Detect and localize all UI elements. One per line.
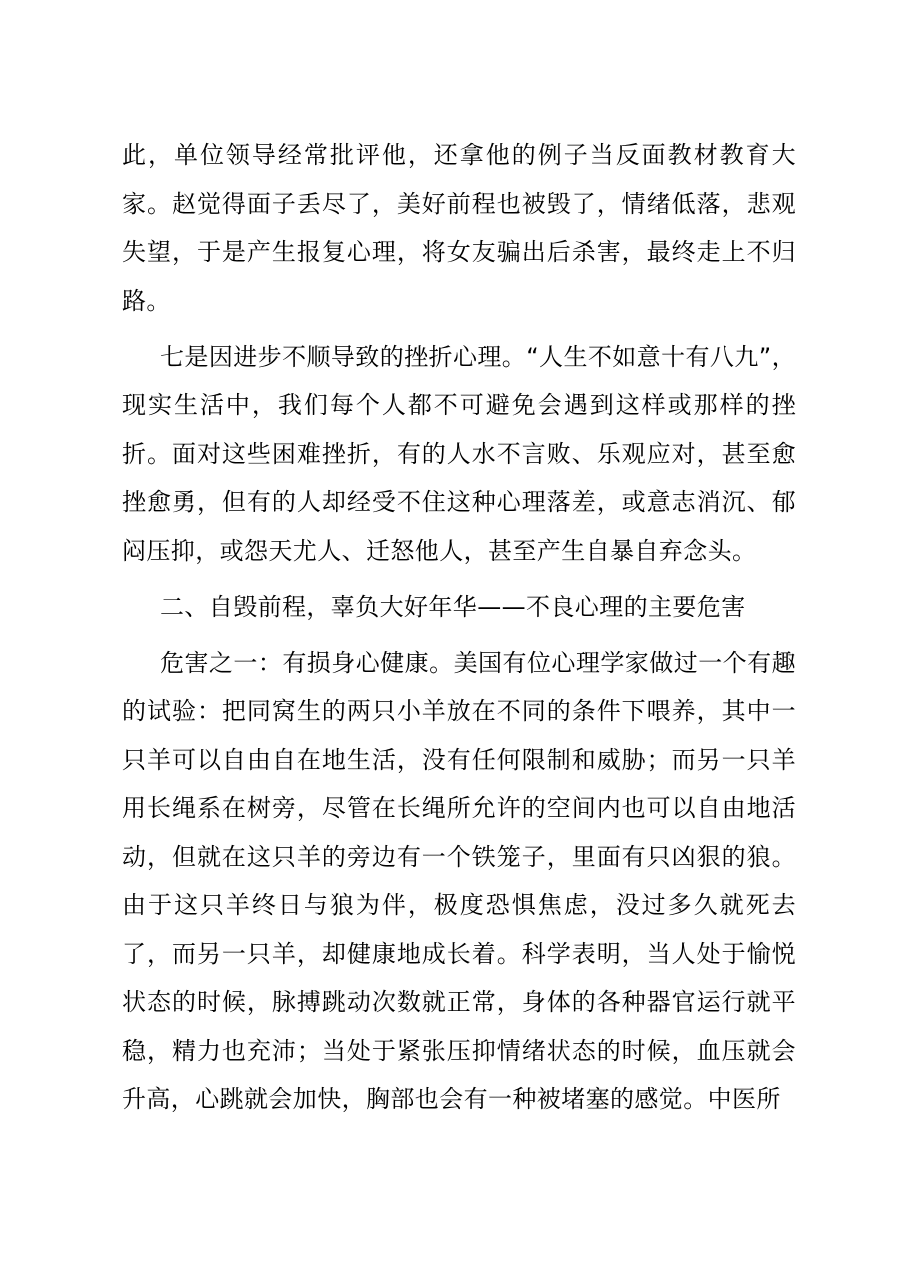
paragraph-continuation: 此，单位领导经常批评他，还拿他的例子当反面教材教育大家。赵觉得面子丢尽了，美好前程也被毁了，情绪低落，悲观失望，于是产生报复心理，将女友骗出后杀害，最终走上不归路。 — [122, 141, 796, 315]
paragraph-frustration: 七是因进步不顺导致的挫折心理。“人生不如意十有八九”，现实生活中，我们每个人都不可避免会遇到这样或那样的挫折。面对这些困难挫折，有的人水不言败、乐观应对，甚至愈挫愈勇，但有的人却经受不住这种心理落差，或意志消沉、郁闷压抑，或怨天尤人、迁怒他人，甚至产生自暴自弃念头。 — [122, 342, 796, 565]
section-heading: 二、自毁前程，辜负大好年华——不良心理的主要危害 — [160, 592, 746, 621]
paragraph-harm-one: 危害之一：有损身心健康。美国有位心理学家做过一个有趣的试验：把同窝生的两只小羊放在不同的条件下喂养，其中一只羊可以自由自在地生活，没有任何限制和威胁；而另一只羊用长绳系在树旁，尽管在长绳所允许的空间内也可以自由地活动，但就在这只羊的旁边有一个铁笼子，里面有只凶狠的狼。由于这只羊终日与狼为伴，极度恐惧焦虑，没过多久就死去了，而另一只羊，却健康地成长着。科学表明，当人处于愉悦状态的时候，脉搏跳动次数就正常，身体的各种器官运行就平稳，精力也充沛；当处于紧张压抑情绪状态的时候，血压就会升高，心跳就会加快，胸部也会有一种被堵塞的感觉。中医所 — [122, 648, 796, 1113]
document-body — [122, 131, 796, 1131]
